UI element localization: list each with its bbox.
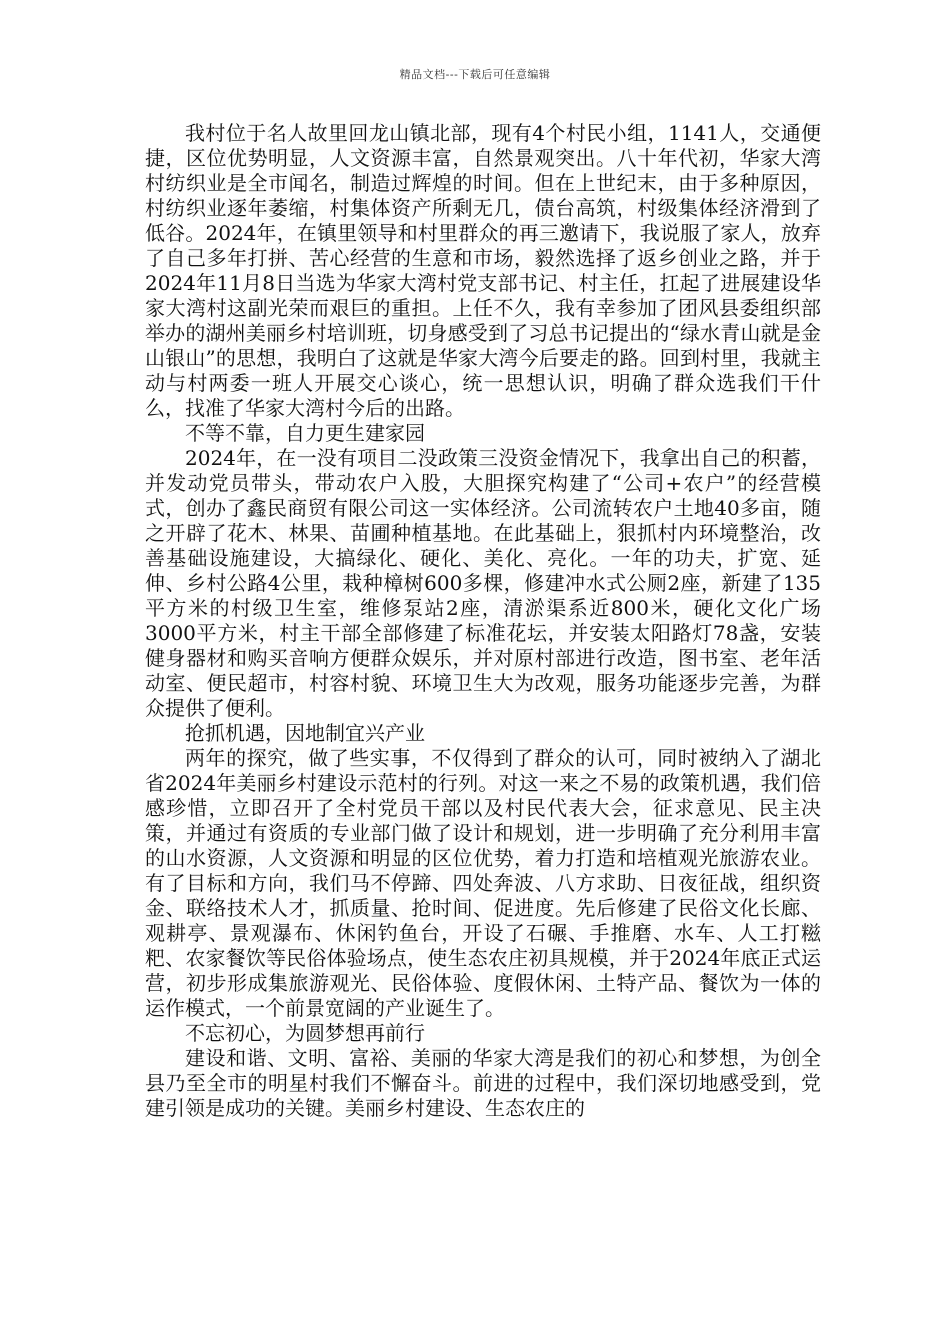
page-header: 精品文档---下载后可任意编辑 <box>399 68 551 81</box>
section-heading-self-reliance: 不等不靠，自力更生建家园 <box>185 421 425 445</box>
intro-paragraph: 我村位于名人故里回龙山镇北部，现有4个村民小组，1141人，交通便捷，区位优势明显，人文资源丰富，自然景观突出。八十年代初，华家大湾村纺织业是全市闻名，制造过辉煌的时间。但在上世纪末，由于多种原因，村纺织业逐年萎缩，村集体资产所剩无几，债台高筑，村级集体经济滑到了低谷。2024年，在镇里领导和村里群众的再三邀请下，我说服了家人，放弃了自己多年打拼、苦心经营的生意和市场，毅然选择了返乡创业之路，并于2024年11月8日当选为华家大湾村党支部书记、村主任，扛起了进展建设华家大湾村这副光荣而艰巨的重担。上任不久，我有幸参加了团风县委组织部举办的湖州美丽乡村培训班，切身感受到了习总书记提出的“绿水青山就是金山银山”的思想，我明白了这就是华家大湾今后要走的路。回到村里，我就主动与村两委一班人开展交心谈心，统一思想认识，明确了群众选我们干什么，找准了华家大湾村今后的出路。 <box>145 121 821 420</box>
opportunity-paragraph: 两年的探究，做了些实事，不仅得到了群众的认可，同时被纳入了湖北省2024年美丽乡村建设示范村的行列。对这一来之不易的政策机遇，我们倍感珍惜，立即召开了全村党员干部以及村民代表大会，征求意见、民主决策，并通过有资质的专业部门做了设计和规划，进一步明确了充分利用丰富的山水资源，人文资源和明显的区位优势，着力打造和培植观光旅游农业。有了目标和方向，我们马不停蹄、四处奔波、八方求助、日夜征战，组织资金、联络技术人才，抓质量、抢时间、促进度。先后修建了民俗文化长廊、观耕亭、景观瀑布、休闲钓鱼台，开设了石碾、手推磨、水车、人工打糍粑、农家餐饮等民俗体验场点，使生态农庄初具规模，并于2024年底正式运营，初步形成集旅游观光、民俗体验、度假休闲、土特产品、餐饮为一体的运作模式，一个前景宽阔的产业诞生了。 <box>145 746 821 1020</box>
original-aspiration-paragraph: 建设和谐、文明、富裕、美丽的华家大湾是我们的初心和梦想，为创全县乃至全市的明星村我们不懈奋斗。前进的过程中，我们深切地感受到，党建引领是成功的关键。美丽乡村建设、生态农庄的 <box>145 1046 821 1120</box>
self-reliance-paragraph: 2024年，在一没有项目二没政策三没资金情况下，我拿出自己的积蓄，并发动党员带头，带动农户入股，大胆探究构建了“公司+农户”的经营模式，创办了鑫民商贸有限公司这一实体经济。公司流转农户土地40多亩，随之开辟了花木、林果、苗圃种植基地。在此基础上，狠抓村内环境整治，改善基础设施建设，大搞绿化、硬化、美化、亮化。一年的功夫，扩宽、延伸、乡村公路4公里，栽种樟树600多棵，修建冲水式公厕2座，新建了135平方米的村级卫生室，维修泵站2座，清淤渠系近800米，硬化文化广场3000平方米，村主干部全部修建了标准花坛，并安装太阳路灯78盏，安装健身器材和购买音响方便群众娱乐，并对原村部进行改造，图书室、老年活动室、便民超市，村容村貌、环境卫生大为改观，服务功能逐步完善，为群众提供了便利。 <box>145 446 821 720</box>
section-heading-opportunity: 抢抓机遇，因地制宜兴产业 <box>185 721 425 745</box>
section-heading-original-aspiration: 不忘初心，为圆梦想再前行 <box>185 1021 425 1045</box>
document-body <box>145 121 821 1121</box>
